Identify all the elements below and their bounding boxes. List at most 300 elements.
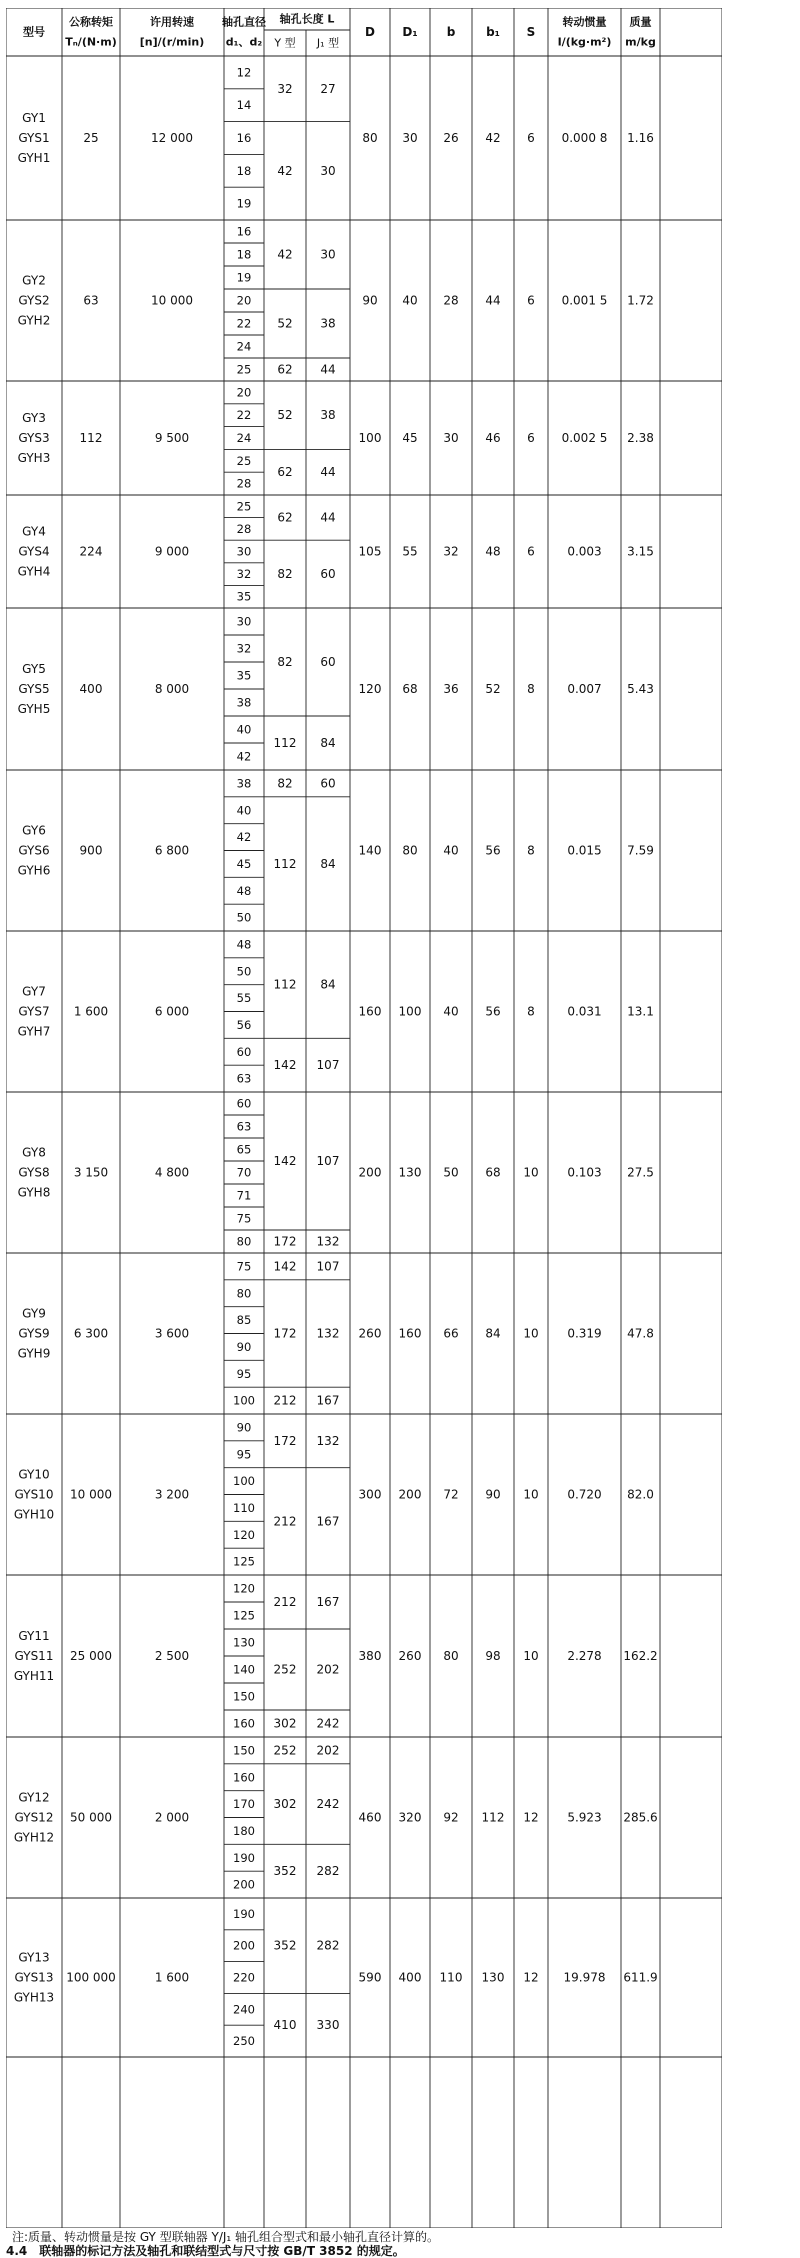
- dim-b1: 46: [485, 431, 501, 445]
- model-name: GYS10: [14, 1487, 54, 1502]
- rotational-inertia: 5.923: [567, 1810, 602, 1825]
- bore-diameter: 80: [236, 1234, 252, 1249]
- dim-D1: 80: [402, 843, 418, 858]
- bore-diameter: 50: [236, 964, 252, 979]
- bore-diameter: 71: [236, 1188, 252, 1203]
- bore-diameter: 80: [236, 1286, 252, 1301]
- bore-diameter: 16: [236, 224, 252, 239]
- bore-diameter: 120: [233, 1527, 255, 1542]
- model-name: GY8: [22, 1145, 46, 1160]
- nominal-torque: 1 600: [73, 1004, 109, 1019]
- bore-diameter: 180: [233, 1823, 255, 1838]
- allowable-speed: 4 800: [154, 1165, 190, 1180]
- dim-S: 8: [527, 843, 535, 858]
- header-speed-line2: [n]/(r/min): [139, 35, 205, 49]
- dim-D1: 400: [398, 1970, 422, 1985]
- rotational-inertia: 0.003: [567, 544, 602, 559]
- nominal-torque: 100 000: [66, 1970, 116, 1985]
- bore-diameter: 56: [236, 1017, 252, 1032]
- model-name: GY12: [18, 1790, 50, 1805]
- header-inertia-line2: I/(kg·m²): [557, 35, 612, 49]
- length-y: 252: [273, 1662, 297, 1677]
- model-name: GYS4: [18, 544, 50, 559]
- model-name: GYH6: [17, 863, 51, 878]
- length-y: 32: [277, 81, 293, 96]
- mass: 82.0: [627, 1487, 654, 1502]
- dim-D: 120: [358, 682, 382, 696]
- length-j1: 84: [320, 736, 336, 750]
- bore-diameter: 40: [236, 722, 252, 737]
- bore-diameter: 25: [236, 453, 252, 468]
- dim-D: 105: [358, 544, 382, 559]
- mass: 162.2: [623, 1649, 658, 1663]
- model-name: GYS1: [18, 131, 50, 145]
- length-y: 112: [273, 856, 297, 871]
- bore-diameter: 63: [236, 1071, 252, 1086]
- dim-D1: 200: [398, 1487, 422, 1502]
- bore-diameter: 25: [236, 499, 252, 514]
- rotational-inertia: 0.002 5: [561, 431, 608, 445]
- dim-D1: 45: [402, 431, 418, 445]
- mass: 611.9: [623, 1970, 658, 1985]
- dim-b: 40: [443, 843, 459, 858]
- bore-diameter: 55: [236, 991, 252, 1006]
- dim-D: 300: [358, 1487, 382, 1502]
- model-name: GYH2: [17, 313, 51, 328]
- bore-diameter: 190: [233, 1850, 255, 1865]
- rotational-inertia: 19.978: [563, 1970, 606, 1985]
- length-y: 172: [273, 1433, 297, 1448]
- mass: 7.59: [627, 843, 654, 858]
- length-j1: 167: [316, 1595, 340, 1609]
- dim-S: 12: [523, 1970, 539, 1985]
- model-name: GYS3: [18, 431, 50, 445]
- length-j1: 60: [320, 655, 336, 669]
- model-name: GYH9: [17, 1346, 51, 1361]
- length-j1: 84: [320, 977, 336, 992]
- bore-diameter: 50: [236, 910, 252, 925]
- model-name: GY10: [18, 1467, 50, 1482]
- header-bore-line1: 轴孔直径: [222, 15, 266, 29]
- rotational-inertia: 0.031: [567, 1004, 602, 1019]
- dim-S: 10: [523, 1165, 539, 1180]
- nominal-torque: 400: [79, 682, 103, 696]
- header-D1: D₁: [402, 25, 418, 39]
- dim-b: 80: [443, 1649, 459, 1663]
- bore-diameter: 12: [236, 65, 252, 80]
- allowable-speed: 8 000: [154, 682, 190, 696]
- length-y: 62: [277, 510, 293, 525]
- bore-diameter: 90: [236, 1339, 252, 1354]
- dim-S: 6: [527, 431, 535, 445]
- model-name: GYH13: [13, 1990, 55, 2005]
- dim-D1: 55: [402, 544, 418, 559]
- length-j1: 44: [320, 510, 336, 525]
- bore-diameter: 150: [233, 1743, 255, 1758]
- model-name: GY7: [22, 984, 46, 999]
- bore-diameter: 100: [233, 1393, 255, 1408]
- header-mass-line2: m/kg: [625, 35, 656, 49]
- header-b1: b₁: [486, 25, 500, 39]
- dim-b: 66: [443, 1326, 459, 1341]
- dim-b: 32: [443, 544, 459, 559]
- model-name: GYS9: [18, 1326, 50, 1341]
- dim-D1: 320: [398, 1810, 422, 1825]
- length-j1: 107: [316, 1058, 340, 1073]
- dim-b1: 56: [485, 1004, 501, 1019]
- dim-D: 260: [358, 1326, 382, 1341]
- bore-diameter: 38: [236, 695, 252, 710]
- dim-b: 110: [439, 1970, 463, 1985]
- rotational-inertia: 0.007: [567, 682, 602, 696]
- mass: 5.43: [627, 682, 654, 696]
- model-name: GY9: [22, 1306, 46, 1321]
- header-torque-line2: Tₙ/(N·m): [65, 35, 117, 49]
- dim-D: 140: [358, 843, 382, 858]
- dim-b: 26: [443, 131, 459, 145]
- dim-b: 50: [443, 1165, 459, 1180]
- allowable-speed: 12 000: [151, 131, 193, 145]
- length-y: 142: [273, 1154, 297, 1168]
- bore-diameter: 125: [233, 1554, 255, 1569]
- bore-diameter: 24: [236, 339, 252, 354]
- bore-diameter: 32: [236, 641, 252, 656]
- rotational-inertia: 0.103: [567, 1165, 602, 1180]
- dim-b1: 56: [485, 843, 501, 858]
- length-y: 82: [277, 655, 293, 669]
- bore-diameter: 190: [233, 1906, 255, 1921]
- mass: 27.5: [627, 1165, 654, 1180]
- length-y: 82: [277, 776, 293, 791]
- dim-b1: 68: [485, 1165, 501, 1180]
- dim-D1: 160: [398, 1326, 422, 1341]
- bore-diameter: 22: [236, 316, 252, 331]
- bore-diameter: 48: [236, 937, 252, 952]
- length-y: 82: [277, 567, 293, 582]
- dim-S: 6: [527, 544, 535, 559]
- model-name: GYS2: [18, 293, 50, 308]
- dim-S: 8: [527, 1004, 535, 1019]
- model-name: GY3: [22, 411, 46, 425]
- bore-diameter: 95: [236, 1366, 252, 1381]
- nominal-torque: 25 000: [70, 1649, 112, 1663]
- length-y: 212: [273, 1595, 297, 1609]
- model-name: GYH4: [17, 564, 51, 579]
- length-j1: 30: [320, 163, 336, 178]
- dim-b: 28: [443, 293, 459, 308]
- length-y: 62: [277, 362, 293, 377]
- bore-diameter: 250: [233, 2034, 255, 2049]
- bore-diameter: 150: [233, 1689, 255, 1704]
- header-speed-line1: 许用转速: [150, 15, 194, 29]
- model-name: GYS8: [18, 1165, 50, 1180]
- bore-diameter: 65: [236, 1142, 252, 1157]
- nominal-torque: 63: [83, 293, 99, 308]
- length-y: 112: [273, 977, 297, 992]
- length-j1: 167: [316, 1514, 340, 1529]
- bore-diameter: 20: [236, 385, 252, 400]
- dim-D: 590: [358, 1970, 382, 1985]
- nominal-torque: 112: [79, 431, 103, 445]
- length-j1: 202: [316, 1743, 340, 1758]
- allowable-speed: 3 600: [154, 1326, 190, 1341]
- bore-diameter: 170: [233, 1797, 255, 1812]
- bore-diameter: 16: [236, 131, 252, 145]
- allowable-speed: 10 000: [151, 293, 193, 308]
- bore-diameter: 40: [236, 803, 252, 818]
- model-name: GY4: [22, 524, 46, 539]
- length-j1: 38: [320, 316, 336, 331]
- nominal-torque: 900: [79, 843, 103, 858]
- bore-diameter: 42: [236, 749, 252, 764]
- length-j1: 60: [320, 776, 336, 791]
- allowable-speed: 9 500: [154, 431, 190, 445]
- rotational-inertia: 0.319: [567, 1326, 602, 1341]
- length-y: 52: [277, 408, 293, 423]
- bore-diameter: 19: [236, 196, 252, 211]
- mass: 1.72: [627, 293, 654, 308]
- model-name: GYS7: [18, 1004, 50, 1019]
- rotational-inertia: 0.720: [567, 1487, 602, 1502]
- bore-diameter: 75: [236, 1259, 252, 1274]
- length-j1: 107: [316, 1259, 340, 1274]
- length-j1: 167: [316, 1393, 340, 1408]
- bore-diameter: 130: [233, 1635, 255, 1650]
- length-j1: 27: [320, 81, 336, 96]
- mass: 2.38: [627, 431, 654, 445]
- bore-diameter: 120: [233, 1581, 255, 1596]
- header-inertia-line1: 转动惯量: [562, 15, 607, 29]
- rotational-inertia: 0.001 5: [561, 293, 608, 308]
- length-y: 212: [273, 1393, 297, 1408]
- bore-diameter: 42: [236, 830, 252, 845]
- length-y: 142: [273, 1058, 297, 1073]
- length-j1: 242: [316, 1716, 340, 1731]
- dim-D1: 40: [402, 293, 418, 308]
- length-j1: 132: [316, 1433, 340, 1448]
- bore-diameter: 75: [236, 1211, 252, 1226]
- dim-S: 8: [527, 682, 535, 696]
- length-y: 42: [277, 247, 293, 262]
- nominal-torque: 10 000: [70, 1487, 112, 1502]
- bore-diameter: 125: [233, 1608, 255, 1623]
- header-b: b: [446, 25, 456, 39]
- dim-D1: 30: [402, 131, 418, 145]
- header-mass-line1: 质量: [629, 15, 652, 29]
- length-j1: 282: [316, 1864, 340, 1879]
- length-y: 52: [277, 316, 293, 331]
- dim-b: 92: [443, 1810, 459, 1825]
- length-y: 172: [273, 1326, 297, 1341]
- mass: 1.16: [627, 131, 654, 145]
- dim-D1: 130: [398, 1165, 422, 1180]
- bore-diameter: 18: [236, 163, 252, 178]
- dim-b1: 130: [481, 1970, 505, 1985]
- model-name: GYS5: [18, 682, 50, 696]
- length-j1: 44: [320, 465, 336, 480]
- bore-diameter: 95: [236, 1447, 252, 1462]
- header-j1-type: J₁ 型: [316, 36, 340, 50]
- dim-b1: 90: [485, 1487, 501, 1502]
- length-y: 302: [273, 1797, 297, 1812]
- mass: 13.1: [627, 1004, 654, 1019]
- length-j1: 44: [320, 362, 336, 377]
- allowable-speed: 9 000: [154, 544, 190, 559]
- dim-D: 460: [358, 1810, 382, 1825]
- length-y: 352: [273, 1864, 297, 1879]
- model-name: GYS6: [18, 843, 50, 858]
- length-y: 172: [273, 1234, 297, 1249]
- model-name: GYH7: [17, 1024, 51, 1039]
- length-j1: 38: [320, 408, 336, 423]
- nominal-torque: 6 300: [73, 1326, 109, 1341]
- allowable-speed: 2 500: [154, 1649, 190, 1663]
- nominal-torque: 25: [83, 131, 99, 145]
- mass: 285.6: [623, 1810, 658, 1825]
- allowable-speed: 2 000: [154, 1810, 190, 1825]
- dim-b1: 98: [485, 1649, 501, 1663]
- dim-D: 380: [358, 1649, 382, 1663]
- bore-diameter: 28: [236, 521, 252, 536]
- bore-diameter: 200: [233, 1938, 255, 1953]
- dim-b1: 84: [485, 1326, 501, 1341]
- bore-diameter: 32: [236, 567, 252, 582]
- dim-S: 10: [523, 1649, 539, 1663]
- bore-diameter: 14: [236, 98, 252, 113]
- length-y: 302: [273, 1716, 297, 1731]
- model-name: GY13: [18, 1950, 50, 1965]
- bore-diameter: 35: [236, 668, 252, 683]
- length-j1: 330: [316, 2018, 340, 2033]
- dim-b1: 52: [485, 682, 501, 696]
- bore-diameter: 240: [233, 2002, 255, 2017]
- dim-D1: 100: [398, 1004, 422, 1019]
- length-y: 42: [277, 163, 293, 178]
- bore-diameter: 110: [233, 1500, 255, 1515]
- bore-diameter: 85: [236, 1313, 252, 1328]
- bore-diameter: 63: [236, 1119, 252, 1134]
- mass: 3.15: [627, 544, 654, 559]
- length-y: 352: [273, 1938, 297, 1953]
- length-y: 410: [273, 2018, 297, 2033]
- mass: 47.8: [627, 1326, 654, 1341]
- bore-diameter: 220: [233, 1970, 255, 1985]
- model-name: GYH10: [13, 1507, 55, 1522]
- model-name: GY11: [18, 1629, 50, 1643]
- header-model: 型号: [23, 25, 45, 39]
- model-name: GY5: [22, 662, 46, 676]
- length-j1: 202: [316, 1662, 340, 1677]
- model-name: GYS13: [14, 1970, 54, 1985]
- dim-b1: 48: [485, 544, 501, 559]
- model-name: GYS11: [14, 1649, 54, 1663]
- dim-S: 6: [527, 131, 535, 145]
- dim-b1: 112: [481, 1810, 505, 1825]
- bore-diameter: 48: [236, 883, 252, 898]
- model-name: GYH5: [17, 702, 51, 716]
- dim-b: 40: [443, 1004, 459, 1019]
- length-y: 212: [273, 1514, 297, 1529]
- model-name: GYH1: [17, 151, 51, 165]
- header-y-type: Y 型: [274, 36, 296, 50]
- bore-diameter: 140: [233, 1662, 255, 1677]
- length-j1: 30: [320, 247, 336, 262]
- bore-diameter: 90: [236, 1420, 252, 1435]
- dim-D: 100: [358, 431, 382, 445]
- length-y: 252: [273, 1743, 297, 1758]
- dim-b1: 42: [485, 131, 501, 145]
- coupling-spec-table: [6, 8, 722, 2228]
- bore-diameter: 22: [236, 408, 252, 423]
- length-j1: 282: [316, 1938, 340, 1953]
- dim-S: 6: [527, 293, 535, 308]
- bore-diameter: 28: [236, 476, 252, 491]
- bore-diameter: 60: [236, 1044, 252, 1059]
- model-name: GYH8: [17, 1185, 51, 1200]
- dim-b: 36: [443, 682, 459, 696]
- table-note: 注:质量、转动惯量是按 GY 型联轴器 Y/J₁ 轴孔组合型式和最小轴孔直径计算的。: [12, 2230, 440, 2244]
- bore-diameter: 24: [236, 431, 252, 445]
- bore-diameter: 100: [233, 1474, 255, 1489]
- bore-diameter: 38: [236, 776, 252, 791]
- dim-D: 200: [358, 1165, 382, 1180]
- dim-D1: 68: [402, 682, 418, 696]
- model-name: GYS12: [14, 1810, 54, 1825]
- dim-D1: 260: [398, 1649, 422, 1663]
- length-y: 62: [277, 465, 293, 480]
- allowable-speed: 1 600: [154, 1970, 190, 1985]
- bore-diameter: 30: [236, 544, 252, 559]
- length-j1: 84: [320, 856, 336, 871]
- bore-diameter: 160: [233, 1716, 255, 1731]
- bore-diameter: 30: [236, 614, 252, 629]
- rotational-inertia: 0.015: [567, 843, 602, 858]
- dim-b: 30: [443, 431, 459, 445]
- model-name: GYH12: [13, 1830, 55, 1845]
- dim-b1: 44: [485, 293, 501, 308]
- allowable-speed: 6 800: [154, 843, 190, 858]
- bore-diameter: 25: [236, 362, 252, 377]
- dim-D: 90: [362, 293, 378, 308]
- length-y: 112: [273, 736, 297, 750]
- dim-D: 160: [358, 1004, 382, 1019]
- length-j1: 132: [316, 1326, 340, 1341]
- bore-diameter: 18: [236, 247, 252, 262]
- section-4-4-text: 4.4 联轴器的标记方法及轴孔和联结型式与尺寸按 GB/T 3852 的规定。: [6, 2244, 405, 2258]
- bore-diameter: 19: [236, 270, 252, 285]
- dim-S: 12: [523, 1810, 539, 1825]
- nominal-torque: 3 150: [73, 1165, 109, 1180]
- model-name: GY1: [22, 111, 46, 125]
- bore-diameter: 160: [233, 1770, 255, 1785]
- length-j1: 60: [320, 567, 336, 582]
- rotational-inertia: 0.000 8: [561, 131, 608, 145]
- bore-diameter: 20: [236, 293, 252, 308]
- rotational-inertia: 2.278: [567, 1649, 602, 1663]
- nominal-torque: 224: [79, 544, 103, 559]
- bore-diameter: 35: [236, 589, 252, 604]
- allowable-speed: 6 000: [154, 1004, 190, 1019]
- allowable-speed: 3 200: [154, 1487, 190, 1502]
- length-j1: 107: [316, 1154, 340, 1168]
- dim-D: 80: [362, 131, 378, 145]
- length-j1: 242: [316, 1797, 340, 1812]
- model-name: GY6: [22, 823, 46, 838]
- header-length: 轴孔长度 L: [279, 12, 335, 26]
- header-S: S: [526, 25, 536, 39]
- dim-b: 72: [443, 1487, 459, 1502]
- dim-S: 10: [523, 1487, 539, 1502]
